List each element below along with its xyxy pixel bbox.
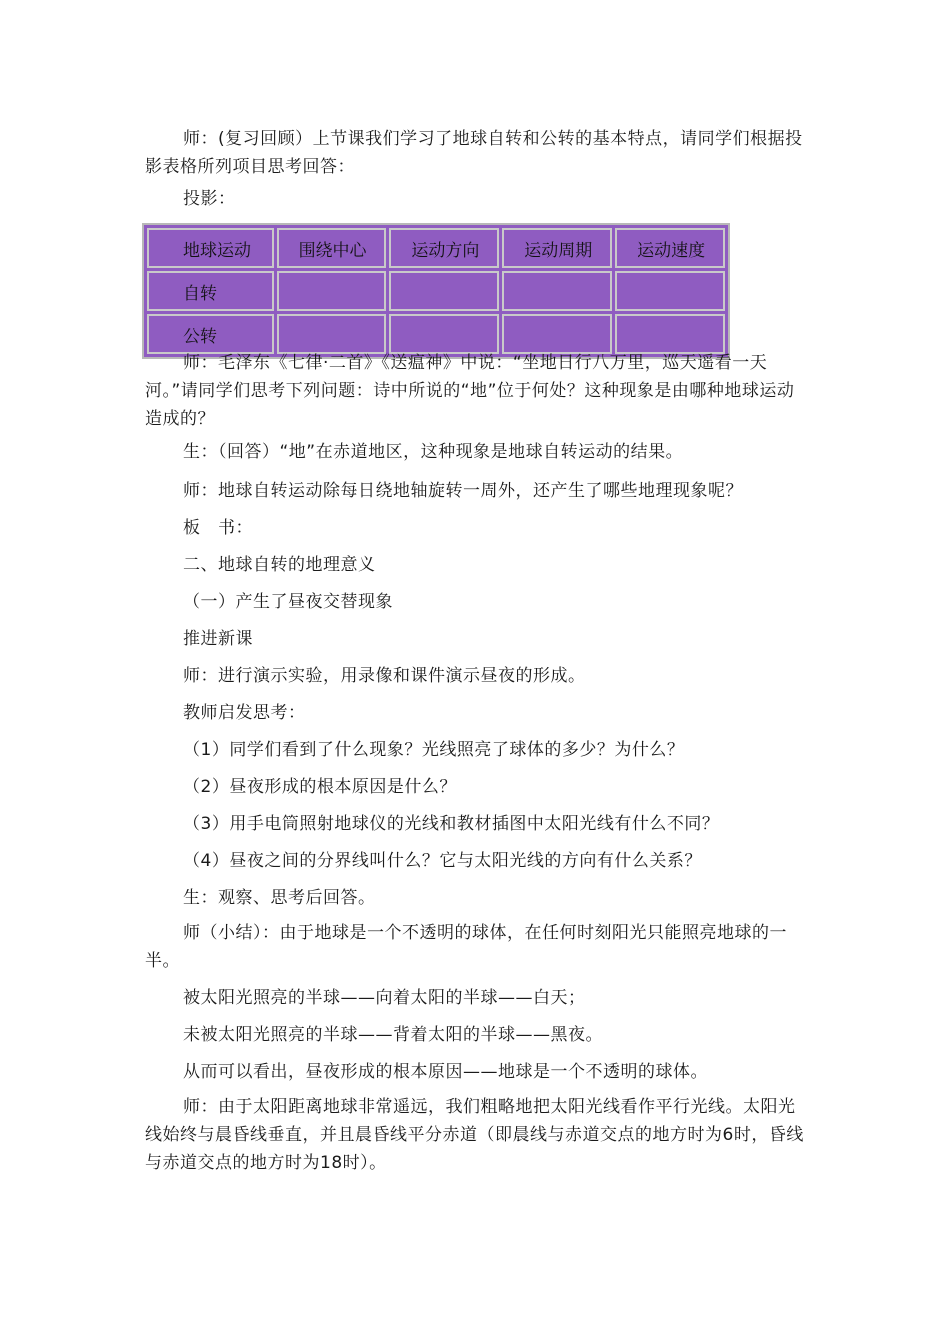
question-item-3: （3）用手电筒照射地球仪的光线和教材插图中太阳光线有什么不同？ <box>183 814 720 834</box>
paragraph-student-answer: 生：（回答）“地”在赤道地区，这种现象是地球自转运动的结果。 <box>183 442 684 462</box>
paragraph-parallel-rays: 师：由于太阳距离地球非常遥远，我们粗略地把太阳光线看作平行光线。太阳光线始终与晨昏线垂直，并且晨昏线平分赤道（即晨线与赤道交点的地方时为6时，昏线与赤道交点的地方时为18时）。 <box>145 1097 804 1173</box>
table-header-cell: 运动方向 <box>389 228 499 268</box>
table-cell <box>502 271 612 311</box>
paragraph-teacher-question: 师：地球自转运动除每日绕地轴旋转一周外，还产生了哪些地理现象呢？ <box>183 481 743 501</box>
table-row <box>147 314 725 354</box>
table-header-cell: 地球运动 <box>147 228 274 268</box>
table-header-cell: 围绕中心 <box>277 228 387 268</box>
table-cell: 自转 <box>147 271 274 311</box>
paragraph-summary: 师（小结）：由于地球是一个不透明的球体，在任何时刻阳光只能照亮地球的一半。 <box>145 923 787 971</box>
paragraph-blackboard: 板 书： <box>183 518 253 538</box>
table-row <box>147 271 725 311</box>
paragraph-root-cause: 从而可以看出，昼夜形成的根本原因——地球是一个不透明的球体。 <box>183 1062 708 1082</box>
table-header-row <box>147 228 725 268</box>
question-item-1: （1）同学们看到了什么现象？光线照亮了球体的多少？为什么？ <box>183 740 685 760</box>
paragraph-demo: 师：进行演示实验，用录像和课件演示昼夜的形成。 <box>183 666 586 686</box>
paragraph-night-side: 未被太阳光照亮的半球——背着太阳的半球——黑夜。 <box>183 1025 603 1045</box>
table-cell: 公转 <box>147 314 274 354</box>
heading-subsection-one: （一）产生了昼夜交替现象 <box>183 592 393 612</box>
paragraph-new-lesson: 推进新课 <box>183 629 253 649</box>
question-item-2: （2）昼夜形成的根本原因是什么？ <box>183 777 457 797</box>
table-header-cell: 运动周期 <box>502 228 612 268</box>
heading-section-two: 二、地球自转的地理意义 <box>183 555 376 575</box>
paragraph-projection-label: 投影： <box>183 189 236 209</box>
table-cell <box>389 271 499 311</box>
table-cell <box>277 314 387 354</box>
paragraph-review: 师：(复习回顾）上节课我们学习了地球自转和公转的基本特点，请同学们根据投影表格所列项目思考回答： <box>145 129 803 177</box>
table-cell <box>277 271 387 311</box>
table-cell <box>389 314 499 354</box>
projection-table <box>142 223 730 359</box>
table-cell <box>615 314 725 354</box>
paragraph-student-observe: 生：观察、思考后回答。 <box>183 888 376 908</box>
table-header-cell: 运动速度 <box>615 228 725 268</box>
question-item-4: （4）昼夜之间的分界线叫什么？它与太阳光线的方向有什么关系？ <box>183 851 702 871</box>
table-cell <box>615 271 725 311</box>
paragraph-prompt: 教师启发思考： <box>183 703 306 723</box>
paragraph-poem-question: 师：毛泽东《七律·二首》《送瘟神》中说：“坐地日行八万里，巡天遥看一天河。”请同学们思考下列问题：诗中所说的“地”位于何处？这种现象是由哪种地球运动造成的？ <box>145 353 795 429</box>
table-cell <box>502 314 612 354</box>
paragraph-day-side: 被太阳光照亮的半球——向着太阳的半球——白天； <box>183 988 586 1008</box>
